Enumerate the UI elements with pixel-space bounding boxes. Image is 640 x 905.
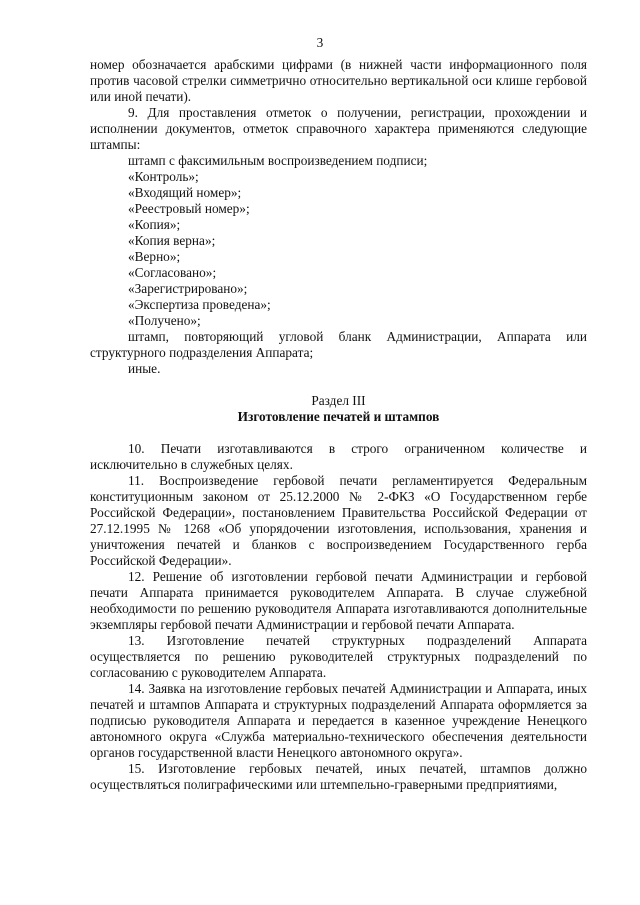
clause-11: 11. Воспроизведение гербовой печати регламентируется Федеральным конституционным законом от 25.12.2000 № 2-ФКЗ «О Государственном гербе Российской Федерации», постановлением Правительства Российской Федерации от 27.12.1995 № 1268 «Об упорядочении изготовления, использования, хранения и уничтожения печатей и бланков с воспроизведением Государственного герба Российской Федерации». (90, 473, 587, 568)
clause-13: 13. Изготовление печатей структурных подразделений Аппарата осуществляется по решению руководителей структурных подразделений по согласованию с руководителем Аппарата. (90, 633, 587, 680)
list-item: «Получено»; (128, 313, 201, 328)
list-item: «Зарегистрировано»; (128, 281, 248, 296)
page-number: 3 (316, 35, 324, 50)
list-item: «Реестровый номер»; (128, 201, 250, 216)
list-item: штамп с факсимильным воспроизведением подписи; (128, 153, 428, 168)
list-item-corner-stamp: штамп, повторяющий угловой бланк Администрации, Аппарата или структурного подразделения Аппарата; (90, 329, 587, 360)
stamp-list (90, 153, 587, 329)
list-item: «Копия верна»; (128, 233, 216, 248)
clause-14: 14. Заявка на изготовление гербовых печатей Администрации и Аппарата, иных печатей и штампов Аппарата и структурных подразделений Аппарата оформляется за подписью руководителя Аппарата и передается в казенное учреждение Ненецкого автономного округа «Служба материально-технического обеспечения деятельности органов государственной власти Ненецкого автономного округа». (90, 681, 587, 760)
list-item: «Копия»; (128, 217, 181, 232)
list-item: «Контроль»; (128, 169, 199, 184)
section-number: Раздел III (311, 393, 366, 408)
list-item: «Согласовано»; (128, 265, 217, 280)
list-item: «Входящий номер»; (128, 185, 242, 200)
list-item: «Экспертиза проведена»; (128, 297, 271, 312)
section-title: Изготовление печатей и штампов (237, 409, 440, 424)
paragraph-continuation: номер обозначается арабскими цифрами (в нижней части информационного поля против часовой стрелки симметрично относительно вертикальной оси клише гербовой или иной печати). (90, 57, 587, 104)
list-item-other: иные. (128, 361, 161, 376)
clause-15: 15. Изготовление гербовых печатей, иных печатей, штампов должно осуществляться полиграфическими или штемпельно-граверными предприятиями, (90, 761, 587, 792)
clause-10: 10. Печати изготавливаются в строго ограниченном количестве и исключительно в служебных целях. (90, 441, 587, 472)
document-body (90, 57, 587, 793)
clause-9: 9. Для проставления отметок о получении, регистрации, прохождении и исполнении документов, отметок справочного характера применяются следующие штампы: (90, 105, 587, 152)
list-item: «Верно»; (128, 249, 181, 264)
clause-12: 12. Решение об изготовлении гербовой печати Администрации и гербовой печати Аппарата принимается руководителем Аппарата. В случае служебной необходимости по решению руководителя Аппарата изготавливаются дополнительные экземпляры гербовой печати Администрации и гербовой печати Аппарата. (90, 569, 587, 632)
